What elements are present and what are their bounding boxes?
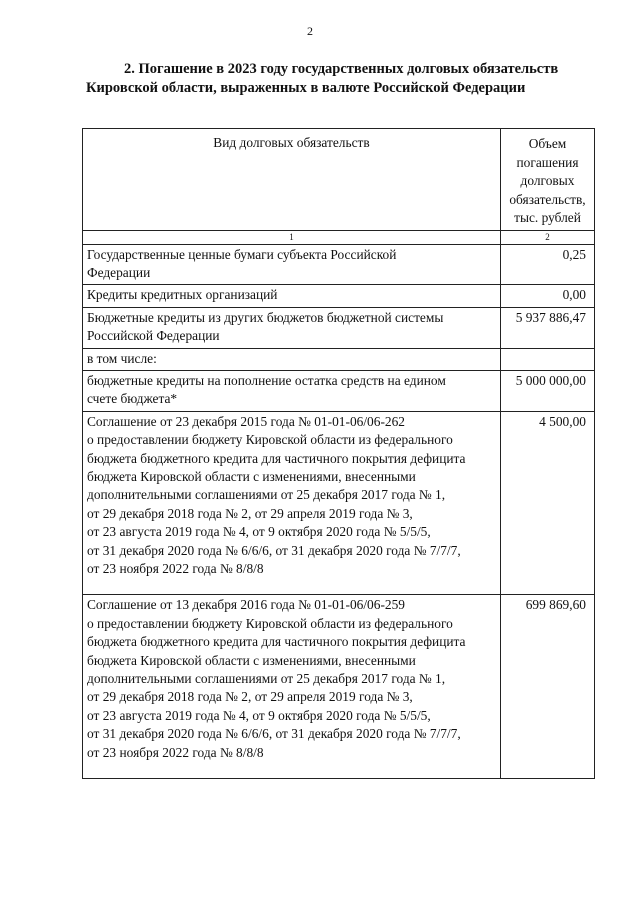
- column-index-1: 1: [83, 230, 501, 244]
- repayment-amount-cell: 0,00: [501, 285, 595, 307]
- debt-type-cell: [83, 244, 501, 285]
- table-row: [83, 285, 595, 307]
- debt-type-text-line: Бюджетные кредиты из других бюджетов бюджетной системы: [87, 309, 444, 325]
- debt-type-text-line: бюджета Кировской области с изменениями, внесенными: [87, 468, 416, 484]
- debt-type-text-line: Федерации: [87, 264, 151, 280]
- debt-type-cell: [83, 285, 501, 307]
- debt-type-text-line: от 29 декабря 2018 года № 2, от 29 апреля 2019 года № 3,: [87, 505, 413, 521]
- debt-type-text-line: в том числе:: [87, 350, 157, 366]
- header-repayment-volume-line: погашения: [516, 154, 579, 170]
- header-debt-type-label: Вид долговых обязательств: [213, 135, 370, 150]
- debt-type-text-line: от 31 декабря 2020 года № 6/6/6, от 31 декабря 2020 года № 7/7/7,: [87, 542, 461, 558]
- debt-type-cell: [83, 411, 501, 595]
- debt-type-text-line: Государственные ценные бумаги субъекта Российской: [87, 246, 397, 262]
- section-heading: [86, 60, 606, 98]
- debt-type-text-line: о предоставлении бюджету Кировской области из федерального: [87, 615, 453, 631]
- table-row: [83, 411, 595, 595]
- debt-type-text-line: счете бюджета*: [87, 391, 178, 407]
- debt-type-text-line: дополнительными соглашениями от 25 декабря 2017 года № 1,: [87, 671, 446, 687]
- table-row: [83, 348, 595, 370]
- table-row: [83, 307, 595, 348]
- debt-type-cell: [83, 370, 501, 411]
- debt-type-text-line: от 31 декабря 2020 года № 6/6/6, от 31 декабря 2020 года № 7/7/7,: [87, 726, 461, 742]
- repayment-amount-cell: 4 500,00: [501, 411, 595, 595]
- header-repayment-volume-line: Объем: [528, 136, 567, 151]
- repayment-amount-cell: [501, 348, 595, 370]
- repayment-amount-cell: 5 000 000,00: [501, 370, 595, 411]
- table-row: [83, 370, 595, 411]
- repayment-amount-cell: 0,25: [501, 244, 595, 285]
- section-heading-line-2: Кировской области, выраженных в валюте Российской Федерации: [86, 80, 526, 96]
- debt-type-text-line: Российской Федерации: [87, 328, 220, 344]
- debt-type-text-line: бюджета Кировской области с изменениями, внесенными: [87, 652, 416, 668]
- debt-type-text-line: о предоставлении бюджету Кировской области из федерального: [87, 432, 453, 448]
- header-repayment-volume-line: тыс. рублей: [514, 210, 581, 225]
- debt-type-cell: [83, 595, 501, 779]
- debt-type-cell: [83, 307, 501, 348]
- debt-type-text-line: от 29 декабря 2018 года № 2, от 29 апреля 2019 года № 3,: [87, 689, 413, 705]
- column-index-row: [83, 230, 595, 244]
- debt-repayment-table: [82, 128, 595, 779]
- debt-type-text-line: от 23 августа 2019 года № 4, от 9 октября 2020 года № 5/5/5,: [87, 524, 431, 540]
- debt-type-text-line: от 23 ноября 2022 года № 8/8/8: [87, 561, 264, 576]
- debt-type-text-line: Соглашение от 23 декабря 2015 года № 01-01-06/06-262: [87, 413, 405, 429]
- debt-type-cell: [83, 348, 501, 370]
- page-number: 2: [307, 24, 313, 38]
- header-repayment-volume-line: обязательств,: [509, 191, 586, 207]
- debt-type-text-line: Соглашение от 13 декабря 2016 года № 01-01-06/06-259: [87, 597, 405, 613]
- debt-type-text-line: дополнительными соглашениями от 25 декабря 2017 года № 1,: [87, 487, 446, 503]
- table-header-row: [83, 129, 595, 231]
- debt-type-text-line: бюджетные кредиты на пополнение остатка средств на едином: [87, 372, 446, 388]
- repayment-amount-cell: 5 937 886,47: [501, 307, 595, 348]
- debt-type-text-line: бюджета бюджетного кредита для частичного покрытия дефицита: [87, 634, 466, 650]
- header-repayment-volume-line: долговых: [520, 173, 575, 188]
- table-row: [83, 595, 595, 779]
- header-repayment-volume: [501, 129, 595, 231]
- debt-type-text-line: бюджета бюджетного кредита для частичного покрытия дефицита: [87, 450, 466, 466]
- section-heading-line-1: 2. Погашение в 2023 году государственных долговых обязательств: [124, 61, 559, 77]
- debt-type-text-line: от 23 ноября 2022 года № 8/8/8: [87, 744, 264, 760]
- column-index-2: 2: [501, 230, 595, 244]
- repayment-amount-cell: 699 869,60: [501, 595, 595, 779]
- debt-type-text-line: от 23 августа 2019 года № 4, от 9 октября 2020 года № 5/5/5,: [87, 707, 431, 723]
- header-debt-type: [83, 129, 501, 231]
- table-row: [83, 244, 595, 285]
- debt-type-text-line: Кредиты кредитных организаций: [87, 287, 278, 303]
